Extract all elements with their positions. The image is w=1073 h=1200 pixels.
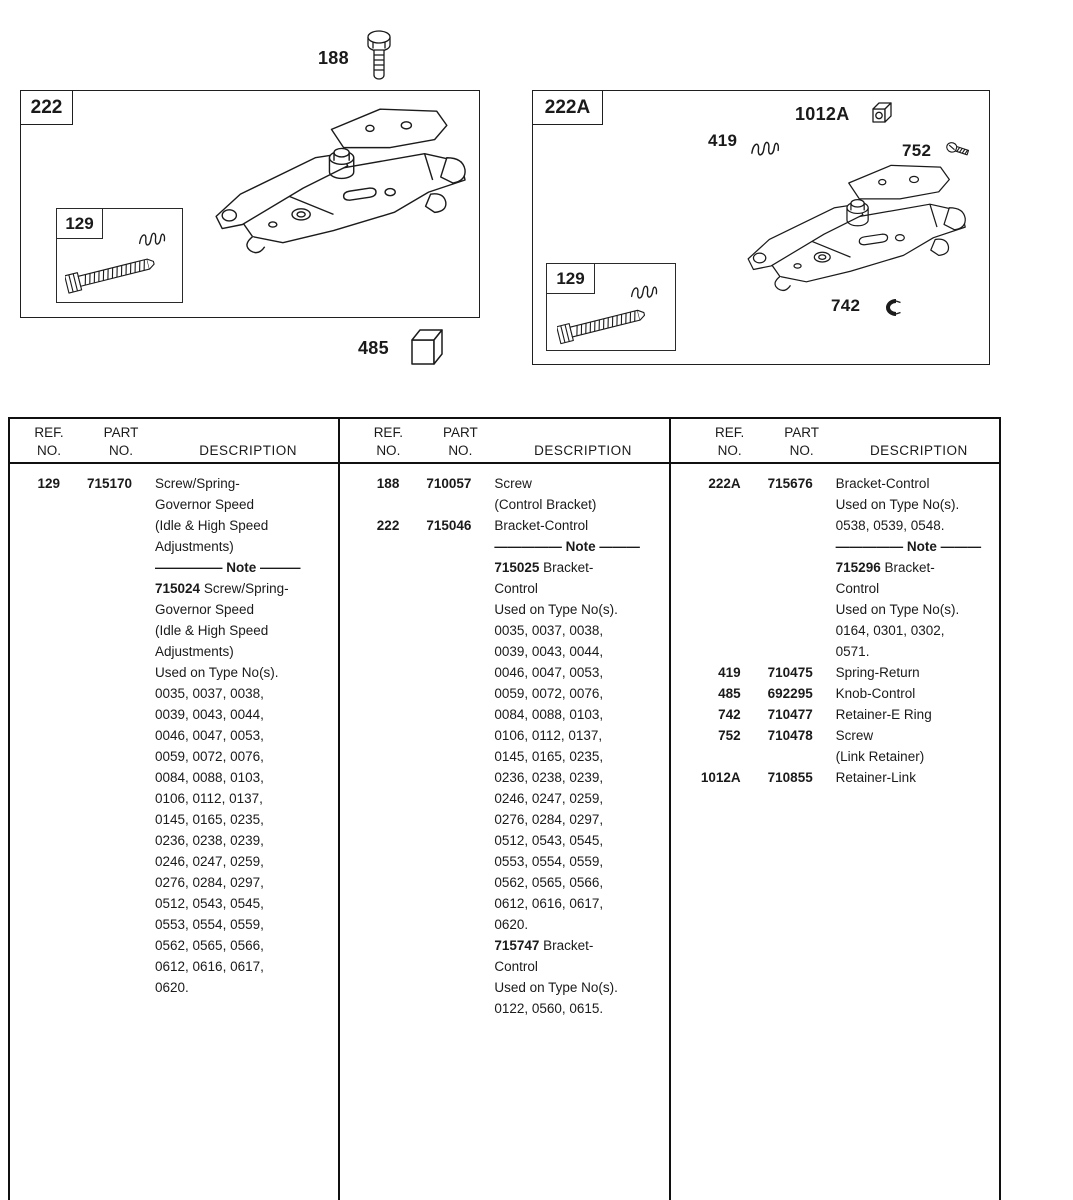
part-line: 0538, 0539, 0548. [835,518,945,533]
header-ref-no: NO. [36,443,61,458]
part-line: 0059, 0072, 0076, [494,686,604,701]
part-line: Used on Type No(s). [494,980,618,995]
callout-1012A-label: 1012A [795,104,850,124]
part-line: 0084, 0088, 0103, [494,707,604,722]
part-line: 0571. [835,644,870,659]
part-line: 0046, 0047, 0053, [494,665,604,680]
part-line: Used on Type No(s). [835,602,960,617]
part-line: 0035, 0037, 0038, [494,623,604,638]
part-line: 0562, 0565, 0566, [155,938,264,953]
column-header [10,419,338,464]
part-line: 0246, 0247, 0259, [155,854,264,869]
callout-752-label: 752 [902,141,932,160]
figure-222-label: 222 [21,91,73,125]
header-part: PART [442,425,478,440]
part-line: 0145, 0165, 0235, [494,749,604,764]
part-line: 0620. [494,917,529,932]
part-line: 0620. [155,980,189,995]
parts-list [10,464,338,998]
parts-list [671,464,999,788]
header-ref: REF. [715,425,745,440]
screw-icon [557,294,667,348]
e-ring-icon [876,297,904,317]
parts-list [340,464,668,1019]
part-line: 0106, 0112, 0137, [155,791,263,806]
parts-column-3 [671,419,1001,1200]
figure-222A-label: 222A [533,91,603,125]
part-line: Adjustments) [155,539,234,554]
part-line: 0164, 0301, 0302, [835,623,945,638]
part-line: 742 710477 Retainer-E Ring [718,707,932,722]
part-line: 0122, 0560, 0615. [494,1001,604,1016]
part-line: Control [494,959,538,974]
part-line: 0246, 0247, 0259, [494,791,604,806]
inset-129-label: 129 [57,209,103,239]
header-part-no: NO. [108,443,133,458]
part-line: 0562, 0565, 0566, [494,875,604,890]
inset-129-box [546,263,676,351]
part-line: Control [494,581,538,596]
part-line: 0035, 0037, 0038, [155,686,264,701]
part-line: 752 710478 Screw [718,728,874,743]
parts-column-2 [340,419,670,1200]
header-part: PART [784,425,820,440]
part-line: 715025 Bracket- [494,560,594,575]
part-line: 0084, 0088, 0103, [155,770,264,785]
header-ref: REF. [373,425,403,440]
part-line: 0276, 0284, 0297, [155,875,264,890]
part-line: (Idle & High Speed [155,623,269,638]
part-line: 1012A 710855 Retainer-Link [700,770,916,785]
part-line: ————— Note ——— [494,539,640,554]
part-line: Used on Type No(s). [155,665,279,680]
part-line: 0059, 0072, 0076, [155,749,264,764]
part-line: 0145, 0165, 0235, [155,812,264,827]
part-line: 0512, 0543, 0545, [494,833,604,848]
callout-485-label: 485 [358,338,389,358]
part-line: 0553, 0554, 0559, [494,854,604,869]
part-line: (Idle & High Speed [155,518,269,533]
column-header [340,419,668,464]
part-line: 129 715170 Screw/Spring- [37,476,240,491]
part-line: 419 710475 Spring-Return [718,665,920,680]
callout-419-label: 419 [708,131,738,150]
column-header [671,419,999,464]
inset-129-box [56,208,183,303]
parts-column-1 [10,419,340,1200]
bracket-assembly-icon [718,153,983,303]
bolt-188-icon [364,28,394,86]
part-line: 0612, 0616, 0617, [494,896,604,911]
callout-742-label: 742 [831,296,861,315]
parts-table [8,417,1001,1200]
part-line: 715024 Screw/Spring- [155,581,289,596]
part-line: 0236, 0238, 0239, [494,770,604,785]
part-line: Control [835,581,880,596]
header-description: DESCRIPTION [199,443,298,458]
knob-cube-icon [404,324,450,370]
link-retainer-icon [870,99,896,127]
part-line: 222 715046 Bracket-Control [376,518,589,533]
part-line: Used on Type No(s). [835,497,960,512]
part-line: ————— Note ——— [155,560,301,575]
part-line: 485 692295 Knob-Control [718,686,916,701]
part-line: 0612, 0616, 0617, [155,959,264,974]
header-ref-no: NO. [717,443,742,458]
part-line: 715747 Bracket- [494,938,594,953]
header-part: PART [103,425,139,440]
part-line: Used on Type No(s). [494,602,618,617]
part-line: 0039, 0043, 0044, [494,644,604,659]
part-line: Governor Speed [155,602,255,617]
callout-188-label: 188 [318,48,349,68]
part-line: Governor Speed [155,497,255,512]
part-line: 0106, 0112, 0137, [494,728,603,743]
part-line: 715296 Bracket- [835,560,935,575]
figure-222-box [20,90,480,318]
part-line: (Link Retainer) [835,749,925,764]
part-line: (Control Bracket) [494,497,597,512]
header-ref: REF. [34,425,64,440]
header-part-no: NO. [789,443,814,458]
header-ref-no: NO. [376,443,401,458]
header-description: DESCRIPTION [534,443,632,458]
figure-222A-box [532,90,990,365]
part-line: 188 710057 Screw [376,476,532,491]
screw-icon [65,243,177,297]
part-line: 0236, 0238, 0239, [155,833,264,848]
inset-129-label: 129 [547,264,595,294]
part-line: 0512, 0543, 0545, [155,896,264,911]
header-part-no: NO. [448,443,473,458]
part-line: 0039, 0043, 0044, [155,707,264,722]
part-line: Adjustments) [155,644,234,659]
part-line: 0276, 0284, 0297, [494,812,604,827]
part-line: 0046, 0047, 0053, [155,728,264,743]
part-line: ————— Note ——— [835,539,982,554]
bracket-assembly-icon [181,95,486,267]
part-line: 0553, 0554, 0559, [155,917,264,932]
part-line: 222A 715676 Bracket-Control [708,476,930,491]
header-description: DESCRIPTION [869,443,968,458]
